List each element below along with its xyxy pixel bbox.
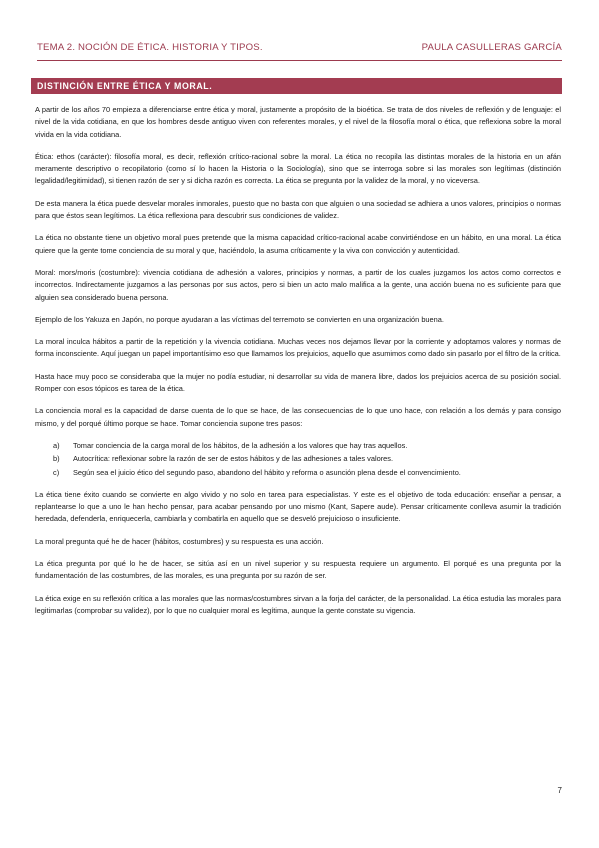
list-item bbox=[35, 453, 561, 465]
list-item bbox=[35, 467, 561, 479]
page-header bbox=[37, 42, 562, 53]
section-title: DISTINCIÓN ENTRE ÉTICA Y MORAL. bbox=[37, 81, 213, 91]
section-title-bar bbox=[31, 78, 562, 94]
list-item-text: Tomar conciencia de la carga moral de los hábitos, de la adhesión a los valores que hay tras aquellos. bbox=[73, 440, 408, 450]
page-number: 7 bbox=[557, 786, 562, 795]
header-author: PAULA CASULLERAS GARCÍA bbox=[421, 42, 562, 53]
list-marker: a) bbox=[53, 440, 60, 450]
list-marker: b) bbox=[53, 454, 60, 464]
paragraph: La ética no obstante tiene un objetivo moral pues pretende que la misma capacidad crítico-racional acabe convirtiéndose en un hábito, en una moral. La ética quiere que la gente tome conciencia de su moral y que, haciéndolo, la asuma críticamente y la viva con convicción y autenticidad. bbox=[35, 233, 561, 255]
header-divider bbox=[37, 60, 562, 61]
paragraph: Ética: ethos (carácter): filosofía moral, es decir, reflexión crítico-racional sobre la moral. La ética no recopila las distintas morales de la historia en un afán meramente descriptivo o recopilatorio (como sí lo hacen la Historia o la Sociología), sino que se interroga sobre si las morales son legítimas (distinción legalidad/legitimidad), si tienen razón de ser y si dicha razón es correcta. La ética se pregunta por la validez de la moral, y no viceversa. bbox=[35, 151, 561, 186]
list-marker: c) bbox=[53, 467, 60, 477]
paragraph: La moral pregunta qué he de hacer (hábitos, costumbres) y su respuesta es una acción. bbox=[35, 536, 324, 546]
paragraph: A partir de los años 70 empieza a diferenciarse entre ética y moral, justamente a propósito de la bioética. Se trata de dos niveles de reflexión y de lenguaje: el nivel de la vida cotidiana, en que los hombres desde antiguo viven con referentes morales, y el nivel de la filosofía moral o ética, que reflexiona sobre la moral vivida en la vida cotidiana. bbox=[35, 105, 561, 139]
paragraph: Ejemplo de los Yakuza en Japón, no porque ayudaran a las víctimas del terremoto se convierten en una organización buena. bbox=[35, 314, 444, 324]
paragraph: Moral: mors/moris (costumbre): vivencia cotidiana de adhesión a valores, principios y normas, a partir de los cuales juzgamos los actos como correctos e incorrectos. Indirectamente juzgamos a las personas por sus actos, pero si bien un acto malo malifica a la gente, una acción buena no es suficiente para que alguien sea considerado buena persona. bbox=[35, 267, 561, 302]
paragraph: De esta manera la ética puede desvelar morales inmorales, puesto que no basta con que alguien o una sociedad se adhiera a unos valores, principios o normas para que éstos sean legítimos. La ética reflexiona para descubrir sus condiciones de validez. bbox=[35, 198, 561, 221]
paragraph: Hasta hace muy poco se consideraba que la mujer no podía estudiar, ni desarrollar su vida de manera libre, dados los prejuicios acerca de su posición social. Romper con esos tópicos es tarea de la ética. bbox=[35, 371, 561, 394]
paragraph: La ética tiene éxito cuando se convierte en algo vivido y no solo en tarea para especialistas. Y este es el objetivo de toda educación: enseñar a pensar, a replantearse lo que a uno le han hecho pensar, para acabar pensando por uno mismo (Kant, Sapere aude). Pensar críticamente conlleva asumir la tradición heredada, defenderla, enriquecerla, cambiarla y combatirla en aquello que se desveló prejuicioso o insuficiente. bbox=[35, 489, 561, 524]
paragraph: La moral inculca hábitos a partir de la repetición y la vivencia cotidiana. Muchas veces nos dejamos llevar por la corriente y adoptamos valores y normas de forma inconsciente. Aquí juegan un papel importantísimo eso que llamamos los prejuicios, aquello que asumimos como dado sin pasarlo por el filtro de la crítica. bbox=[35, 337, 561, 359]
paragraph: La ética pregunta por qué lo he de hacer, se sitúa así en un nivel superior y su respuesta requiere un argumento. El porqué es una pregunta por la fundamentación de las costumbres, de las morales, es una pregunta por su razón de ser. bbox=[35, 559, 561, 581]
paragraph: La ética exige en su reflexión crítica a las morales que las normas/costumbres sirvan a la forja del carácter, de la personalidad. La ética estudia las morales para legitimarlas (comprobar su validez), por lo que no cualquier moral es legítima, aunque la gente constate su vigencia. bbox=[35, 593, 561, 615]
list-item-text: Autocrítica: reflexionar sobre la razón de ser de estos hábitos y de las adhesiones a tales valores. bbox=[73, 454, 394, 464]
steps-list bbox=[35, 440, 561, 479]
document-body bbox=[35, 104, 561, 627]
list-item-text: Según sea el juicio ético del segundo paso, abandono del hábito y reforma o asunción plena desde el convencimiento. bbox=[73, 467, 461, 477]
header-topic: TEMA 2. NOCIÓN DE ÉTICA. HISTORIA Y TIPOS. bbox=[37, 42, 263, 53]
paragraph: La conciencia moral es la capacidad de darse cuenta de lo que se hace, de las consecuencias de lo que uno hace, con relación a los demás y para consigo mismo, y del porqué último porque se hace. Tomar conciencia supone tres pasos: bbox=[35, 406, 561, 428]
list-item bbox=[35, 440, 561, 452]
